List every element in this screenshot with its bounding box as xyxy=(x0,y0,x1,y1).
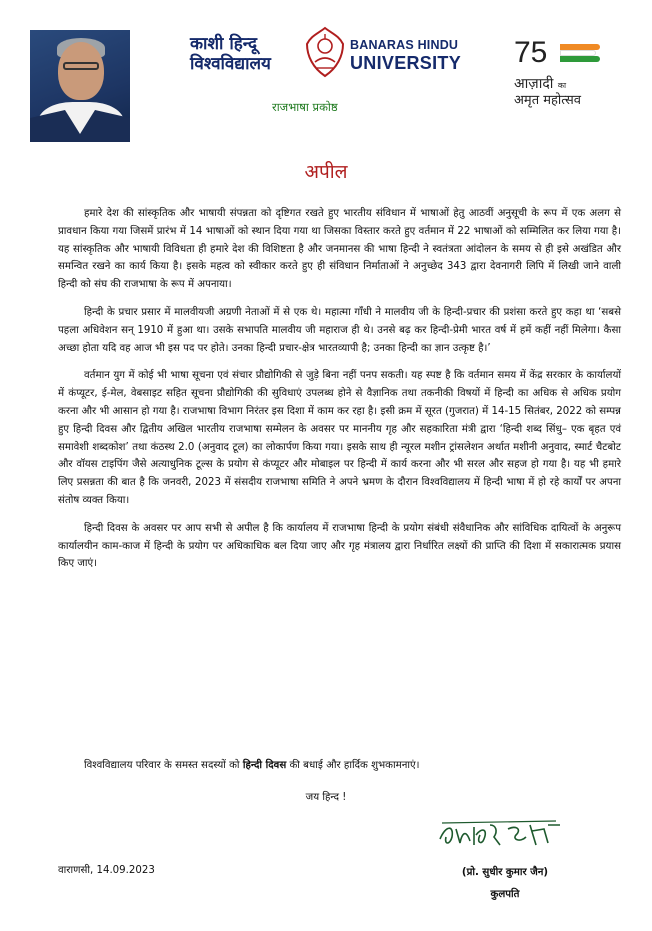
vice-chancellor-photo xyxy=(30,30,130,142)
greeting-line: विश्वविद्यालय परिवार के समस्त सदस्यों को हिन्दी दिवस की बधाई और हार्दिक शुभकामनाएं। xyxy=(84,760,420,771)
place-and-date: वाराणसी, 14.09.2023 xyxy=(58,865,155,876)
azadi-line1: आज़ादी का xyxy=(514,76,567,92)
logo-english-line2: UNIVERSITY xyxy=(350,53,462,73)
azadi-ka-amrit-mahotsav-logo xyxy=(510,36,610,106)
signatory-block xyxy=(430,862,580,906)
signer-designation: कुलपति xyxy=(490,889,520,900)
azadi-number: 75 xyxy=(514,36,548,69)
page-title: अपील xyxy=(304,161,348,183)
tricolor-flag-icon xyxy=(560,44,602,62)
paragraph: हिन्दी दिवस के अवसर पर आप सभी से अपील है कि कार्यालय में राजभाषा हिन्दी के प्रयोग संबंधी संवैधानिक और सांविधिक दायित्वों के अनुरूप कार्यालयीन काम-काज में हिन्दी के प्रयोग पर अधिकाधिक बल दिया जाए और गृह मंत्रालय द्वारा निर्धारित लक्ष्यों की प्राप्ति की दिशा में सकारात्मक प्रयास किए जाएं। xyxy=(58,522,621,570)
university-logo-hindi xyxy=(190,34,300,74)
signer-name: (प्रो. सुधीर कुमार जैन) xyxy=(461,867,549,878)
handwritten-signature xyxy=(436,815,566,855)
closing-salutation: जय हिन्द ! xyxy=(305,792,347,803)
university-seal-icon xyxy=(303,26,347,78)
greeting-bold: हिन्दी दिवस xyxy=(242,760,287,771)
paragraph: वर्तमान युग में कोई भी भाषा सूचना एवं संचार प्रौद्योगिकी से जुड़े बिना नहीं पनप सकती। यह स्पष्ट है कि वर्तमान समय में केंद्र सरकार के कार्यालयों में कंप्यूटर, ई-मेल, वेबसाइट सहित सूचना प्रौद्योगिकी की सुविधाएं उपलब्ध होने से वैज्ञानिक तथा तकनीकी विषयों में हिन्दी का अधिक से अधिक प्रयोग करना और भी आसान हो गया है। राजभाषा विभाग निरंतर इस दिशा में काम कर रहा है। इसी क्रम में सूरत (गुजरात) में 14-15 सितंबर, 2022 को सम्पन्न हुए हिन्दी दिवस और द्वितीय अखिल भारतीय राजभाषा सम्मेलन के अवसर पर माननीय गृह और सहकारिता मंत्री द्वारा ‘हिन्दी शब्द सिंधु– एक बृहत एवं समावेशी शब्दकोश’ तथा कंठस्थ 2.0 (अनुवाद टूल) का लोकार्पण किया गया। इसके साथ ही न्यूरल मशीन ट्रांसलेशन अर्थात मशीनी अनुवाद, स्मार्ट चैटबोट और वॉयस टाइपिंग जैसे अत्याधुनिक टूल्स के प्रयोग से कंप्यूटर और मोबाइल पर हिन्दी में कार्य करना और भी सरल और सहज हो गया है। यह भी हमारे लिए प्रसन्नता की बात है कि जनवरी, 2023 में संसदीय राजभाषा समिति ने अपने भ्रमण के दौरान विश्वविद्यालय में हिन्दी भाषा में हो रहे कार्यों पर अपना संतोष व्यक्त किया। xyxy=(58,370,621,506)
logo-hindi-line1: काशी हिन्दू xyxy=(190,34,258,54)
logo-english-line1: BANARAS HINDU xyxy=(350,38,459,52)
logo-hindi-line2: विश्वविद्यालय xyxy=(190,54,271,74)
office-name: राजभाषा प्रकोष्ठ xyxy=(272,100,338,114)
appeal-body xyxy=(58,205,621,583)
azadi-line2: अमृत महोत्सव xyxy=(514,93,582,108)
paragraph: हिन्दी के प्रचार प्रसार में मालवीयजी अग्रणी नेताओं में से एक थे। महात्मा गाँधी ने मालवीय जी के हिन्दी-प्रचार की प्रशंसा करते हुए कहा था ‘सबसे पहला अधिवेशन सन् 1910 में हुआ था। उसके सभापति मालवीय जी महाराज ही थे। उनसे बढ़ कर हिन्दी-प्रेमी भारत वर्ष में हमें कहीं नहीं मिलेगा। कैसा अच्छा होता यदि वह आज भी इस पद पर होते। उनका हिन्दी प्रचार-क्षेत्र भारतव्यापी है; उनका हिन्दी का ज्ञान उत्कृष्ट है।’ xyxy=(58,306,621,354)
university-logo-english xyxy=(350,38,470,74)
paragraph: हमारे देश की सांस्कृतिक और भाषायी संपन्नता को दृष्टिगत रखते हुए भारतीय संविधान में भाषाओं हेतु आठवीं अनुसूची के रूप में एक अलग से प्रावधान किया गया जिसमें प्रारंभ में 14 भाषाओं को स्थान दिया गया था जिसका विस्तार करते हुए वर्तमान में 22 भाषाओं को सम्मिलित कर लिया गया है। यह सांस्कृतिक और भाषायी विविधता ही हमारे देश की विशिष्टता है और जनमानस की भाषा हिन्दी ने स्वतंत्रता आंदोलन के समय से ही इसे अखंडित और समन्वित रखने का कार्य किया है। इसके महत्व को स्वीकार करते हुए ही संविधान निर्माताओं ने अनुच्छेद 343 द्वारा देवनागरी लिपि में लिखी जाने वाली हिन्दी को संघ की राजभाषा के रूप में अपनाया। xyxy=(58,208,621,291)
